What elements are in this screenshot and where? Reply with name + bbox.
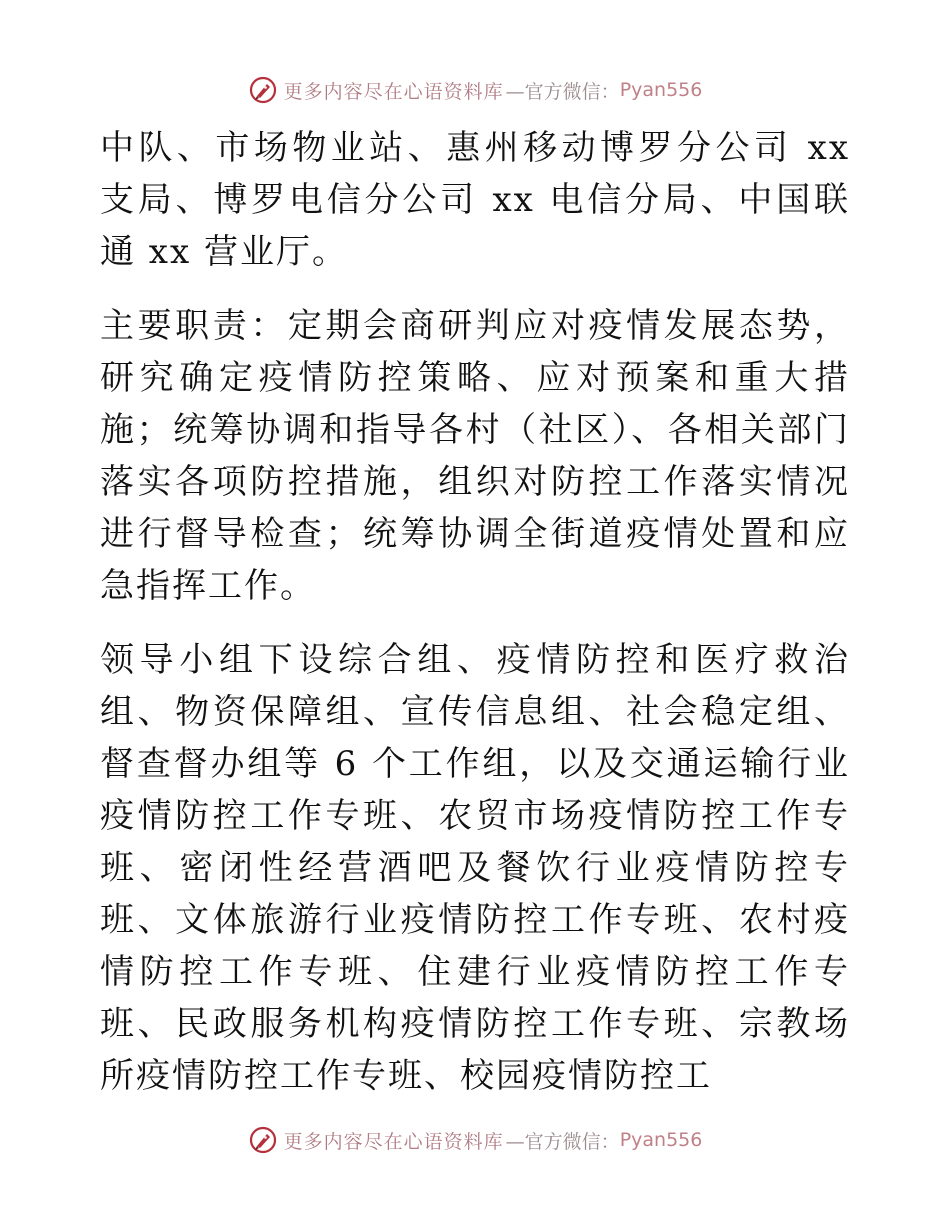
paragraph-2: 主要职责：定期会商研判应对疫情发展态势，研究确定疫情防控策略、应对预案和重大措施；统筹协调和指导各村（社区）、各相关部门落实各项防控措施，组织对防控工作落实情况进行督导检查；统筹协调全街道疫情处置和应急指挥工作。 (100, 306, 850, 606)
paragraph-1: 中队、市场物业站、惠州移动博罗分公司 xx 支局、博罗电信分公司 xx 电信分局、中国联通 xx 营业厅。 (100, 128, 850, 272)
banner-separator: —官方微信： (505, 80, 620, 103)
banner-separator: —官方微信： (505, 1130, 620, 1153)
pen-nib-logo-icon (248, 75, 278, 105)
document-body (100, 122, 850, 1102)
banner-wechat-id: Pyan556 (619, 79, 703, 101)
paragraph-3: 领导小组下设综合组、疫情防控和医疗救治组、物资保障组、宣传信息组、社会稳定组、督查督办组等 6 个工作组，以及交通运输行业疫情防控工作专班、农贸市场疫情防控工作专班、密闭性经营酒吧及餐饮行业疫情防控专班、文体旅游行业疫情防控工作专班、农村疫情防控工作专班、住建行业疫情防控工作专班、民政服务机构疫情防控工作专班、宗教场所疫情防控工作专班、校园疫情防控工 (100, 640, 850, 1096)
pen-nib-logo-icon (248, 1125, 278, 1155)
footer-banner (0, 1120, 950, 1160)
header-banner (0, 70, 950, 110)
banner-text: 更多内容尽在心语资料库 (283, 80, 504, 103)
banner-wechat-id: Pyan556 (619, 1129, 703, 1151)
banner-text: 更多内容尽在心语资料库 (283, 1130, 504, 1153)
